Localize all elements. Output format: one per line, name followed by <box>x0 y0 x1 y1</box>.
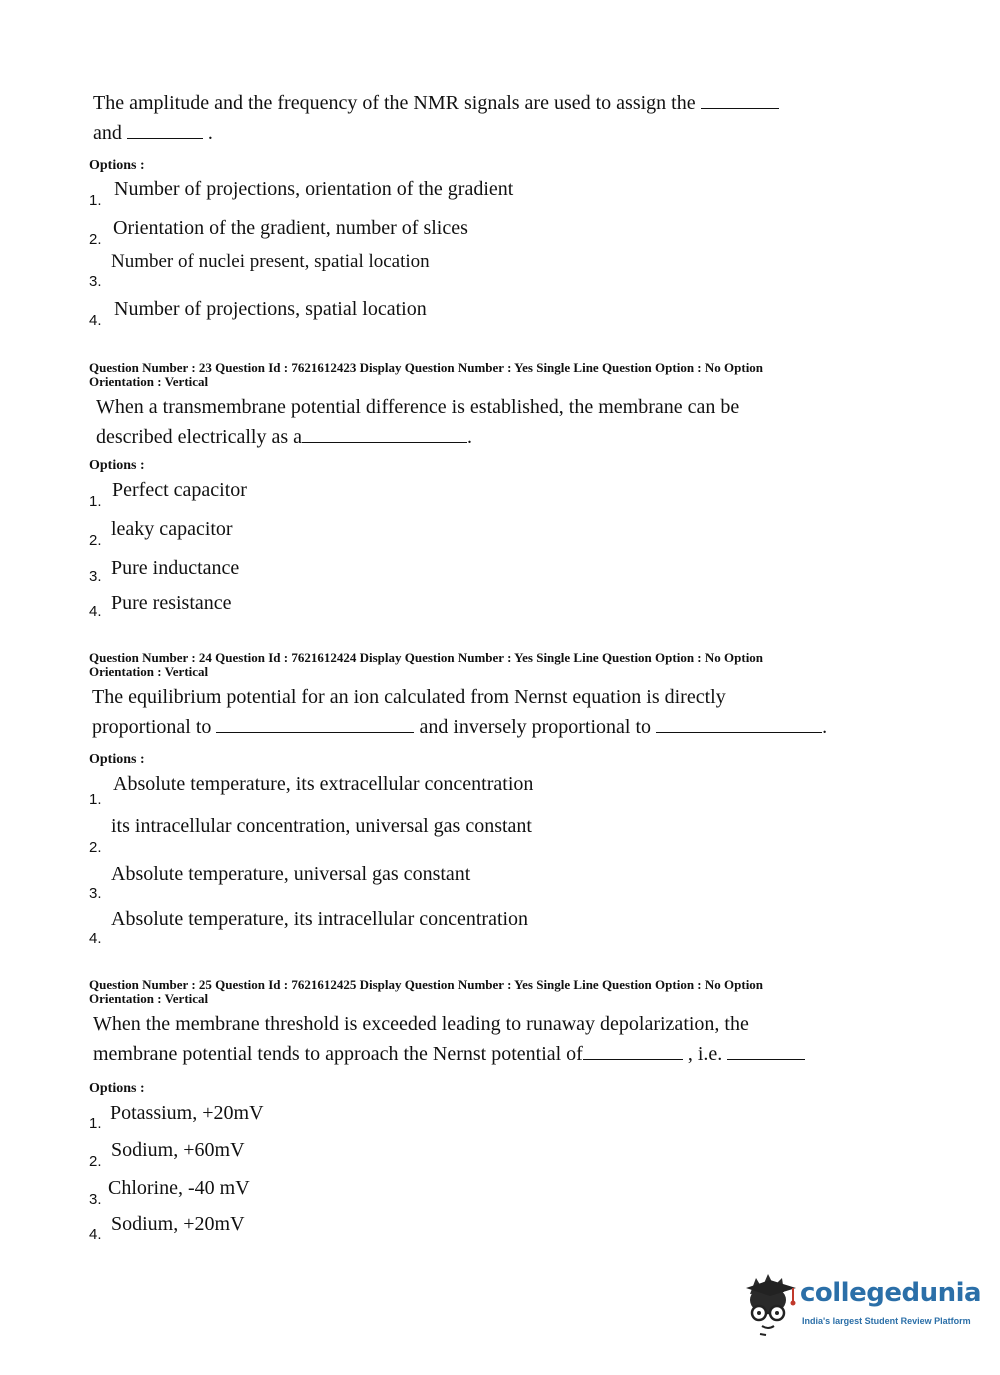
option-text: Potassium, +20mV <box>110 1102 264 1124</box>
q24-stem-line2-mid: and inversely proportional to <box>419 716 652 738</box>
option-number: 1. <box>89 192 102 209</box>
logo-tagline: India's largest Student Review Platform <box>802 1316 971 1326</box>
q25-meta <box>89 978 869 1006</box>
option-number: 2. <box>89 1153 102 1170</box>
option-text: Number of projections, orientation of the gradient <box>114 178 514 200</box>
q25-stem-line2-mid: , i.e. <box>687 1043 723 1065</box>
q24-stem <box>92 682 882 742</box>
q24-meta-line2: Orientation : Vertical <box>89 664 209 679</box>
option-text: Pure inductance <box>111 557 240 579</box>
q24-option-1[interactable] <box>89 773 889 808</box>
option-number: 1. <box>89 493 102 510</box>
q23-meta <box>89 361 869 389</box>
q23-stem-line1: When a transmembrane potential difference is established, the membrane can be <box>96 396 740 418</box>
q24-options-label: Options : <box>89 752 145 767</box>
q25-stem-line1: When the membrane threshold is exceeded leading to runaway depolarization, the <box>93 1013 749 1035</box>
answer-blank <box>727 1041 805 1060</box>
option-number: 3. <box>89 1191 102 1208</box>
q24-stem-line2-end: . <box>822 716 828 738</box>
q22-options-label: Options : <box>89 158 145 173</box>
option-text: Pure resistance <box>111 592 232 614</box>
q24-option-2[interactable] <box>89 815 889 856</box>
option-text: Number of nuclei present, spatial location <box>111 251 430 272</box>
option-text: its intracellular concentration, universal gas constant <box>111 815 532 837</box>
option-number: 4. <box>89 312 102 329</box>
option-text: Orientation of the gradient, number of slices <box>113 217 468 239</box>
option-text: Sodium, +60mV <box>111 1139 245 1161</box>
option-number: 3. <box>89 273 102 290</box>
q22-stem <box>93 88 883 148</box>
answer-blank <box>216 714 414 733</box>
option-text: Chlorine, -40 mV <box>108 1177 250 1199</box>
option-number: 3. <box>89 885 102 902</box>
q22-option-3[interactable] <box>89 251 889 290</box>
mascot-icon <box>742 1272 800 1338</box>
q25-meta-line2: Orientation : Vertical <box>89 991 209 1006</box>
q23-option-4[interactable] <box>89 592 889 620</box>
option-number: 4. <box>89 1226 102 1243</box>
q22-stem-line2-start: and <box>93 122 122 144</box>
option-number: 4. <box>89 930 102 947</box>
q23-meta-line1: Question Number : 23 Question Id : 7621612423 Display Question Number : Yes Single Line Question Option : No Option <box>89 360 764 375</box>
q23-option-2[interactable] <box>89 518 889 549</box>
q22-option-2[interactable] <box>89 217 889 248</box>
q23-stem-line2-start: described electrically as a <box>96 426 302 448</box>
q25-option-1[interactable] <box>89 1102 889 1130</box>
option-text: Number of projections, spatial location <box>114 298 427 320</box>
q23-option-3[interactable] <box>89 557 889 585</box>
q24-option-3[interactable] <box>89 863 889 902</box>
option-number: 2. <box>89 231 102 248</box>
option-number: 3. <box>89 568 102 585</box>
q23-stem <box>96 392 886 452</box>
q23-stem-line2-end: . <box>467 426 472 448</box>
q22-stem-line2-end: . <box>207 122 213 144</box>
option-number: 2. <box>89 839 102 856</box>
option-text: Absolute temperature, universal gas constant <box>111 863 471 885</box>
q24-meta <box>89 651 869 679</box>
answer-blank <box>302 424 467 443</box>
q25-option-3[interactable] <box>89 1177 889 1208</box>
q24-stem-line2-start: proportional to <box>92 716 212 738</box>
q25-stem-line2-start: membrane potential tends to approach the Nernst potential of <box>93 1043 583 1065</box>
option-number: 1. <box>89 791 102 808</box>
q24-meta-line1: Question Number : 24 Question Id : 7621612424 Display Question Number : Yes Single Line Question Option : No Option <box>89 650 764 665</box>
q23-options-label: Options : <box>89 458 145 473</box>
q24-option-4[interactable] <box>89 908 889 947</box>
logo-brand-text: collegedunia <box>800 1278 982 1308</box>
q25-option-4[interactable] <box>89 1213 889 1241</box>
option-number: 2. <box>89 532 102 549</box>
option-text: leaky capacitor <box>111 518 233 540</box>
option-number: 4. <box>89 603 102 620</box>
q22-stem-line1: The amplitude and the frequency of the NMR signals are used to assign the <box>93 92 696 114</box>
q25-meta-line1: Question Number : 25 Question Id : 7621612425 Display Question Number : Yes Single Line Question Option : No Option <box>89 977 764 992</box>
q25-option-2[interactable] <box>89 1139 889 1170</box>
option-text: Sodium, +20mV <box>111 1213 245 1235</box>
collegedunia-logo[interactable] <box>742 1272 982 1338</box>
option-text: Perfect capacitor <box>112 479 247 501</box>
q22-option-1[interactable] <box>89 178 889 209</box>
answer-blank <box>583 1041 683 1060</box>
option-number: 1. <box>89 1115 102 1132</box>
q23-option-1[interactable] <box>89 479 889 510</box>
q23-meta-line2: Orientation : Vertical <box>89 374 209 389</box>
answer-blank <box>701 90 779 109</box>
q25-options-label: Options : <box>89 1081 145 1096</box>
answer-blank <box>127 120 203 139</box>
q22-option-4[interactable] <box>89 298 889 329</box>
option-text: Absolute temperature, its extracellular concentration <box>113 773 534 795</box>
q24-stem-line1: The equilibrium potential for an ion calculated from Nernst equation is directly <box>92 686 726 708</box>
answer-blank <box>656 714 822 733</box>
option-text: Absolute temperature, its intracellular concentration <box>111 908 529 930</box>
q25-stem <box>93 1009 883 1069</box>
